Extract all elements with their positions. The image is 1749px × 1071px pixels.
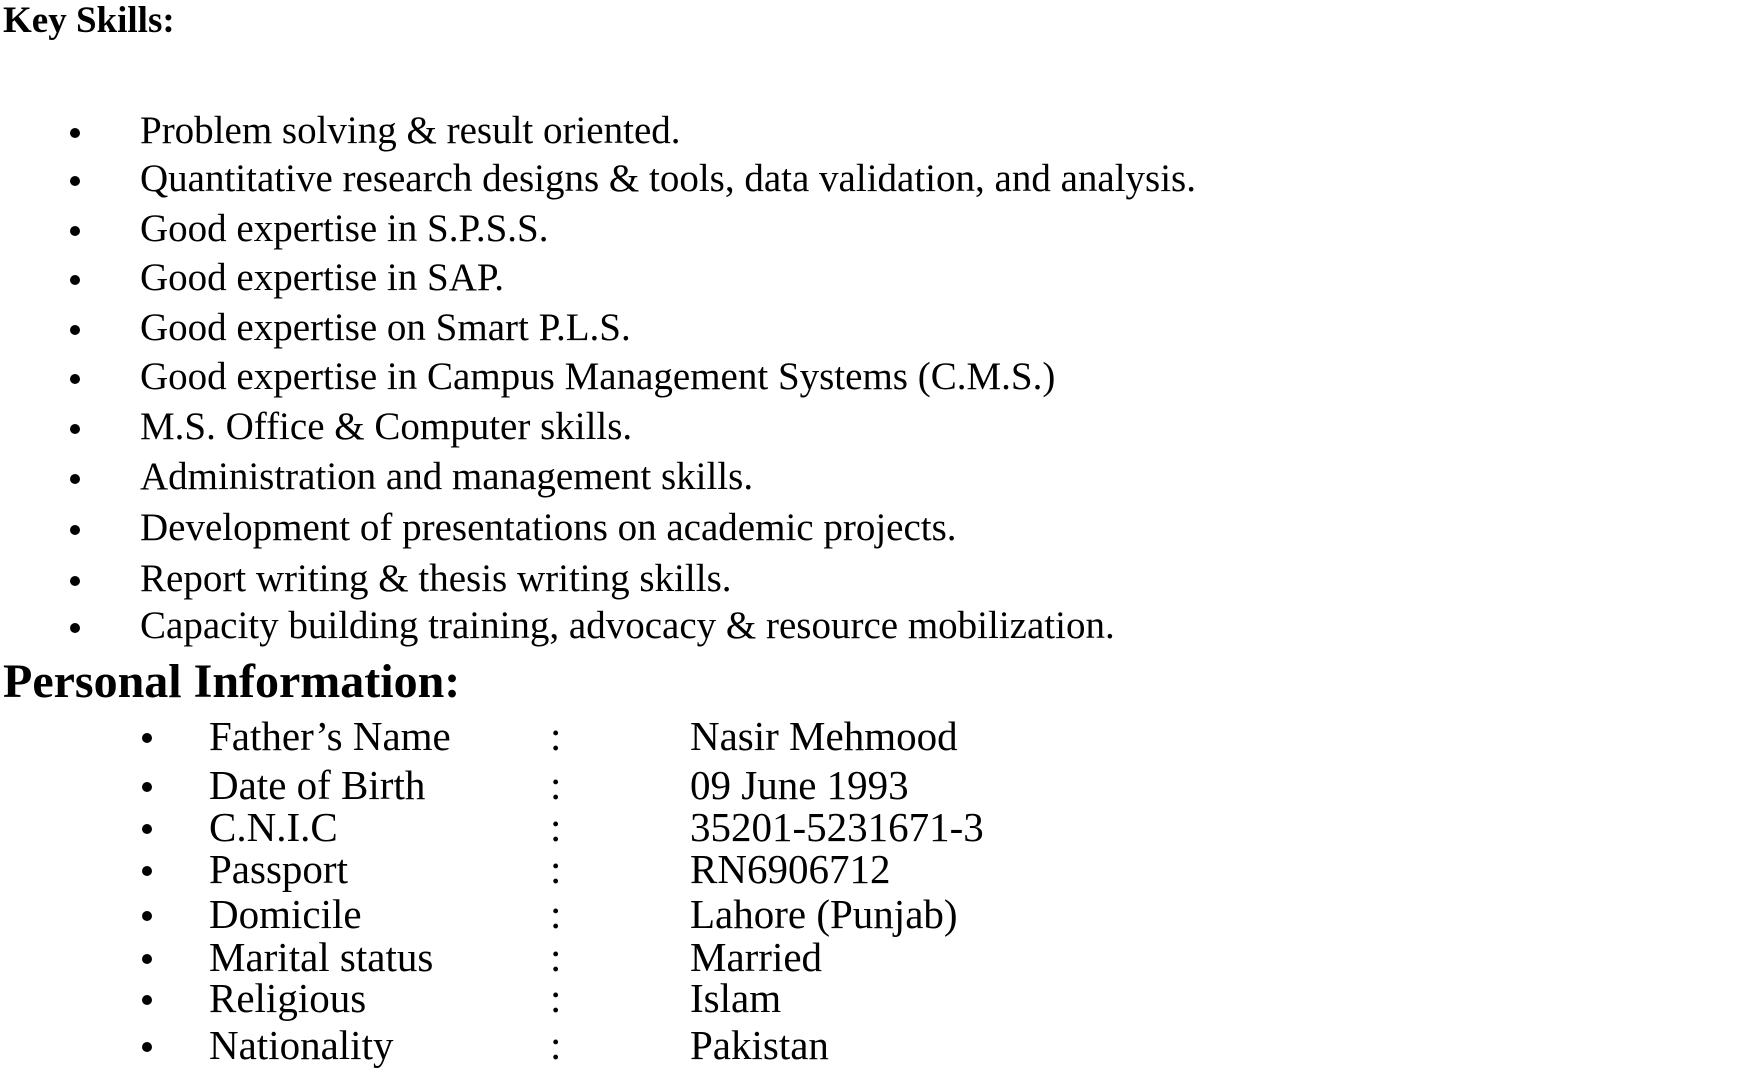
info-value: 35201-5231671-3 xyxy=(690,804,984,850)
info-separator: : xyxy=(550,846,562,892)
info-value: Married xyxy=(690,934,823,980)
bullet-icon xyxy=(142,1042,152,1052)
bullet-icon xyxy=(142,911,152,921)
info-separator: : xyxy=(550,762,562,808)
info-label: Father’s Name xyxy=(209,713,451,759)
skill-text: Problem solving & result oriented. xyxy=(140,109,681,152)
skill-text: Development of presentations on academic projects. xyxy=(140,506,957,549)
skill-text: Report writing & thesis writing skills. xyxy=(140,557,732,600)
bullet-icon xyxy=(70,374,80,384)
bullet-icon xyxy=(70,176,80,186)
info-value: Nasir Mehmood xyxy=(690,713,958,759)
bullet-icon xyxy=(142,733,152,743)
skill-text: Good expertise in Campus Management Systems (C.M.S.) xyxy=(140,355,1056,398)
info-value: Islam xyxy=(690,975,782,1021)
skill-text: Good expertise in S.P.S.S. xyxy=(140,207,549,250)
info-value: Lahore (Punjab) xyxy=(690,891,958,937)
info-label: Marital status xyxy=(209,934,434,980)
bullet-icon xyxy=(142,995,152,1005)
bullet-icon xyxy=(142,824,152,834)
info-label: Passport xyxy=(209,846,348,892)
info-label: Nationality xyxy=(209,1022,394,1068)
bullet-icon xyxy=(70,525,80,535)
skill-text: Good expertise on Smart P.L.S. xyxy=(140,306,631,349)
skill-text: Quantitative research designs & tools, data validation, and analysis. xyxy=(140,157,1196,200)
info-label: Domicile xyxy=(209,891,362,937)
key-skills-heading: Key Skills: xyxy=(3,0,175,41)
info-value: RN6906712 xyxy=(690,846,891,892)
info-separator: : xyxy=(550,891,562,937)
bullet-icon xyxy=(70,576,80,586)
info-value: Pakistan xyxy=(690,1022,829,1068)
skill-text: Administration and management skills. xyxy=(140,455,754,498)
bullet-icon xyxy=(142,782,152,792)
bullet-icon xyxy=(70,325,80,335)
info-separator: : xyxy=(550,934,562,980)
bullet-icon xyxy=(70,128,80,138)
info-label: C.N.I.C xyxy=(209,804,338,850)
info-separator: : xyxy=(550,713,562,759)
info-separator: : xyxy=(550,1022,562,1068)
bullet-icon xyxy=(70,623,80,633)
info-label: Date of Birth xyxy=(209,762,426,808)
info-separator: : xyxy=(550,804,562,850)
skill-text: Good expertise in SAP. xyxy=(140,256,504,299)
bullet-icon xyxy=(142,866,152,876)
info-separator: : xyxy=(550,975,562,1021)
bullet-icon xyxy=(70,275,80,285)
skill-text: Capacity building training, advocacy & resource mobilization. xyxy=(140,604,1115,647)
personal-information-heading: Personal Information: xyxy=(3,655,461,708)
bullet-icon xyxy=(70,424,80,434)
skill-text: M.S. Office & Computer skills. xyxy=(140,405,633,448)
info-label: Religious xyxy=(209,975,367,1021)
info-value: 09 June 1993 xyxy=(690,762,909,808)
bullet-icon xyxy=(70,474,80,484)
bullet-icon xyxy=(142,954,152,964)
bullet-icon xyxy=(70,226,80,236)
